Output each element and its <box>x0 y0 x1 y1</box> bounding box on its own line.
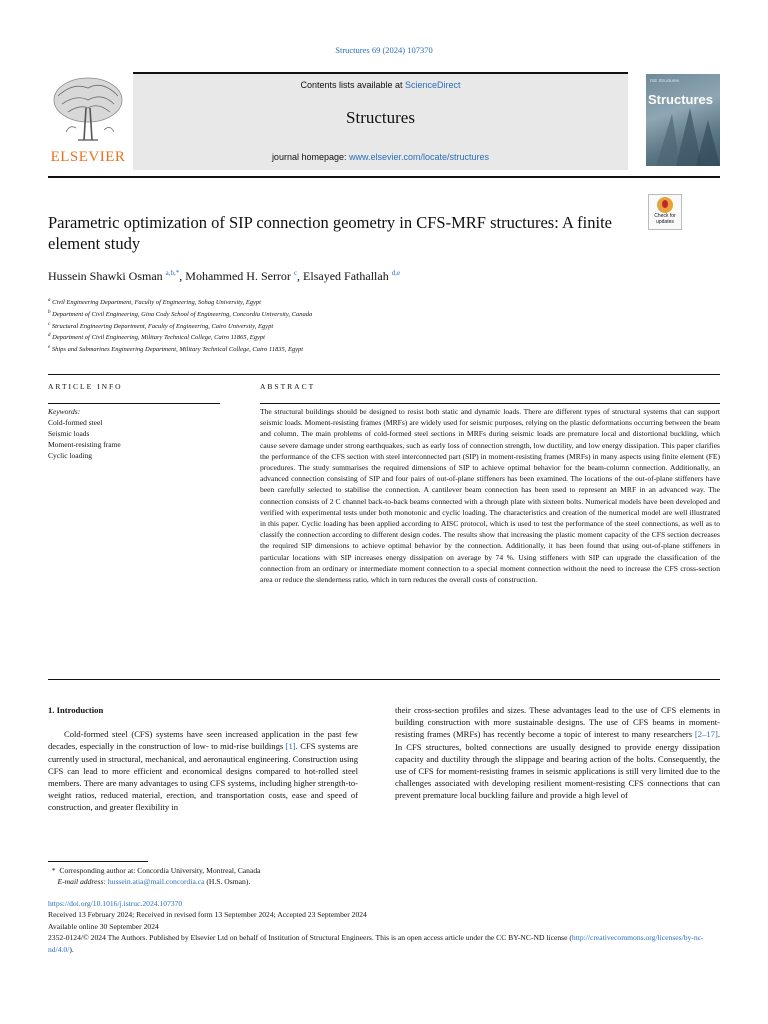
check-for-updates-button[interactable] <box>648 194 682 230</box>
journal-title: Structures <box>346 108 415 127</box>
author-name[interactable]: Mohammed H. Serror <box>185 269 291 283</box>
author-affiliation-mark[interactable]: c <box>293 269 298 277</box>
keywords-block <box>48 406 228 461</box>
affiliation-text: Department of Civil Engineering, Gina Cody School of Engineering, Concordia University, Canada <box>52 310 313 318</box>
affiliation-text: Department of Civil Engineering, Military Technical College, Cairo 11865, Egypt <box>52 334 265 342</box>
citation-link[interactable]: [2–17] <box>694 729 718 740</box>
affiliation-item <box>48 331 648 343</box>
contents-prefix: Contents lists available at <box>300 80 406 90</box>
affiliation-item <box>48 308 648 320</box>
author-name[interactable]: Hussein Shawki Osman <box>48 269 163 283</box>
abstract-heading: ABSTRACT <box>260 382 316 391</box>
body-text: . In CFS structures, bolted connections are usually designed to provide energy dissipation capacity and ductility through the slippage and bearing action of the bolts. Consequently, the use of CFS for moment-resisting frames in seismic applications is still very limited due to the challenges associated with developing resilient moment-resisting CFS connections that can prevent premature local buckling failure and provide a high level of <box>395 729 720 801</box>
journal-homepage-link[interactable]: www.elsevier.com/locate/structures <box>349 152 490 162</box>
article-history: Received 13 February 2024; Received in revised form 13 September 2024; Accepted 23 September 2024 <box>48 910 367 920</box>
affiliation-text: Ships and Submarines Engineering Department, Military Technical College, Cairo 11835, Egypt <box>51 346 304 354</box>
check-updates-icon <box>657 197 673 213</box>
check-updates-line1: Check for <box>654 213 676 219</box>
footnote-mark: * <box>51 866 56 875</box>
affiliation-item <box>48 296 648 308</box>
sciencedirect-link[interactable]: ScienceDirect <box>405 80 461 90</box>
author-separator: , <box>179 269 186 283</box>
doi-link[interactable]: https://doi.org/10.1016/j.istruc.2024.107370 <box>48 899 183 908</box>
copyright-notice <box>48 932 720 955</box>
keyword-item: Seismic loads <box>48 429 90 438</box>
contents-line <box>133 80 628 90</box>
footnotes <box>48 865 720 888</box>
homepage-prefix: journal homepage: <box>271 152 349 162</box>
section-heading: 1. Introduction <box>48 705 104 715</box>
homepage-line <box>133 152 628 162</box>
email-label: E-mail address: <box>57 877 106 887</box>
elsevier-tree-icon <box>48 74 128 148</box>
affiliation-item <box>48 320 648 332</box>
author-name[interactable]: Elsayed Fathallah <box>303 269 389 283</box>
article-info-heading: ARTICLE INFO <box>48 382 123 391</box>
citation-link[interactable]: [1] <box>285 741 296 752</box>
body-column-right <box>395 704 720 802</box>
corresponding-author-note <box>48 865 720 876</box>
elsevier-logo[interactable] <box>48 74 128 166</box>
publisher-name: ELSEVIER <box>50 149 126 165</box>
affiliation-text: Civil Engineering Department, Faculty of Engineering, Sohag University, Egypt <box>52 299 261 307</box>
journal-cover-image[interactable] <box>646 74 720 166</box>
cover-title: Structures <box>648 92 714 107</box>
paper-title: Parametric optimization of SIP connection geometry in CFS-MRF structures: A finite element study <box>48 213 612 253</box>
abstract-text: The structural buildings should be designed to resist both static and dynamic loads. There are different types of structural systems that can support seismic loads. Moment-resisting frames (MRFs) are widely used for seismic purposes, relying on the plastic deformations occurring between the beam and column. The main problems of cold-formed steel sections in MRFs during seismic loads are premature local and distortional buckling, which cause severe damage under strong earthquakes, such as early loss of connection strength, low ductility, and low energy dissipation. This paper clarifies the performance of the CFS section with steel interconnected part (SIP) in moment-resisting frames (MRFs) in many aspects using finite element (FE) procedures. The study summarises the required dimensions of SIP to achieve optimal behavior for the beam-column connection. Additionally, an advanced connection consisting of SIP and four pairs of out-of-plane stiffeners has been examined. The locations of the out-of-plane stiffeners have been carefully selected to stabilise the connection. A cantilever beam connection has been used to represent an MRF in an advanced way. The connection consists of 2 C channel back-to-back beams connected with a through plate with sixteen bolts. Numerical models have been developed and verified with experimental tests under both monotonic and cyclic loading. The characteristics and creation of the numerical model are well illustrated in this paper. Cyclic loading has been applied according to AISC protocol, which is used to test the performance of the steel connections, as well as to classify the connection according to different design codes. The results show that increasing the plastic moment capacity of the CFS section decreases the required SIP dimensions to achieve optimal behavior by the connection. Additionally, it has been found that using out-of-plane stiffeners in particular locations with SIP increases energy dissipation on average by 74 %. Using stiffeners with SIP can upgrade the classification of the connection from an ordinary or intermediate moment connection to a special moment connection without the need to increase the CFS cross-section area or reduce the slenderness ratio, which in turn reduces the overall costs of construction. <box>260 407 720 585</box>
author-separator: , <box>297 269 304 283</box>
cover-building-graphic <box>646 74 720 166</box>
author-list <box>48 269 688 284</box>
copyright-end: ). <box>69 944 74 954</box>
affiliation-mark: c <box>48 321 51 327</box>
check-updates-line2: updates <box>656 218 674 225</box>
abstract-subrule <box>260 403 720 404</box>
cover-top-text: ISE Structures <box>650 78 680 83</box>
article-info-subrule <box>48 403 220 404</box>
affiliation-mark: b <box>48 309 51 315</box>
affiliation-mark: e <box>48 345 51 350</box>
affiliation-item <box>48 343 648 355</box>
body-paragraph <box>395 704 720 802</box>
available-online: Available online 30 September 2024 <box>48 921 159 931</box>
keyword-item: Cyclic loading <box>48 451 92 460</box>
author-affiliation-mark[interactable]: d,e <box>391 269 401 277</box>
footnote-rule <box>48 861 148 862</box>
journal-header-band <box>133 72 628 170</box>
body-text: Cold-formed steel (CFS) systems have seen increased application in the past few decades, especially in the construction of low- to mid-rise buildings <box>48 729 358 752</box>
article-info-rule <box>48 374 720 375</box>
affiliations <box>48 296 648 355</box>
masthead-rule <box>48 176 720 178</box>
copyright-text: 2352-0124/© 2024 The Authors. Published by Elsevier Ltd on behalf of Institution of Structural Engineers. This is an open access article under the CC BY-NC-ND license ( <box>48 933 572 943</box>
corresponding-author-text: Corresponding author at: Concordia University, Montreal, Canada <box>59 866 261 875</box>
body-text: their cross-section profiles and sizes. These advantages lead to the use of CFS elements in building construction with more sustainable designs. The use of CFS beams in moment-resisting frames (MRFs) has recently become a topic of interest to many researchers <box>395 705 720 740</box>
email-link[interactable]: hussein.atia@mail.concordia.ca <box>107 877 205 887</box>
body-column-left <box>48 704 358 814</box>
publication-info <box>48 898 720 955</box>
body-text: . CFS systems are currently used in structural, mechanical, and aeronautical engineering. Construction using CFS can lead to more efficient and economical designs compared to hot-rolled steel members. There are many advantages to using CFS systems, including higher strength-to-weight ratios, reduced material, erection, and transportation costs, ease and speed of construction, and greater flexibility in <box>48 741 359 813</box>
keyword-item: Moment-resisting frame <box>48 440 121 449</box>
keywords-label: Keywords: <box>48 407 81 416</box>
abstract-end-rule <box>48 679 720 680</box>
journal-reference[interactable]: Structures 69 (2024) 107370 <box>335 45 433 55</box>
body-paragraph <box>48 728 358 813</box>
author-affiliation-mark[interactable]: a,b,* <box>165 269 180 277</box>
license-link[interactable]: http://creativecommons.org/licenses/by-nc-nd/4.0/ <box>48 933 704 954</box>
keyword-item: Cold-formed steel <box>48 418 103 427</box>
affiliation-text: Structural Engineering Department, Faculty of Engineering, Cairo University, Egypt <box>51 322 274 330</box>
email-note <box>48 876 720 887</box>
affiliation-mark: a <box>48 298 51 303</box>
email-suffix: (H.S. Osman). <box>206 877 251 887</box>
affiliation-mark: d <box>48 333 51 339</box>
